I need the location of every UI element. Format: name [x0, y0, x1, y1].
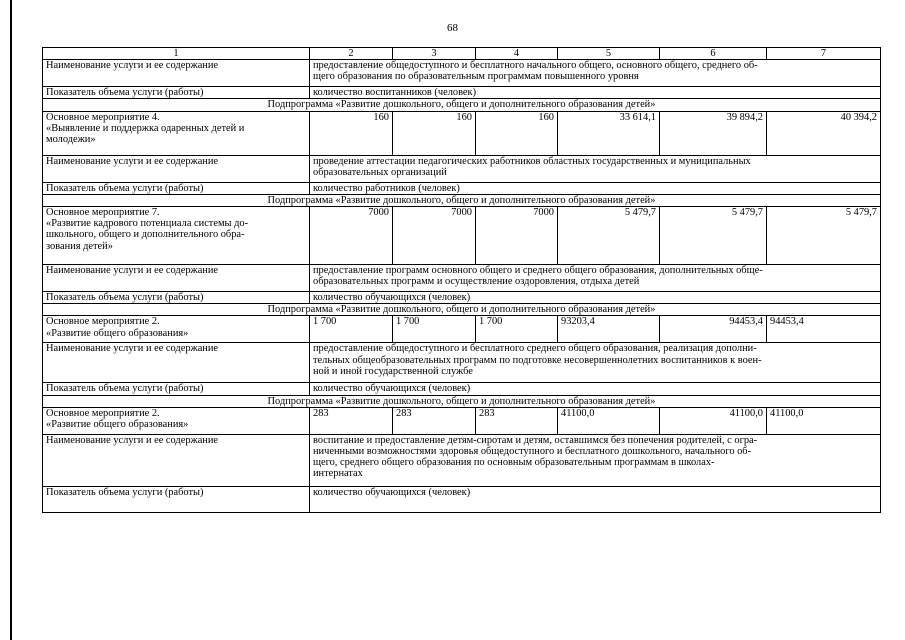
value-cell: 94453,4: [660, 316, 767, 343]
volume-label: Показатель объема услуги (работы): [43, 182, 310, 194]
subprogram-title: Подпрограмма «Развитие дошкольного, общего и дополнительного образования детей»: [43, 99, 881, 111]
service-label: Наименование услуги и ее содержание: [43, 434, 310, 486]
volume-label: Показатель объема услуги (работы): [43, 292, 310, 304]
header-col-3: 3: [393, 48, 476, 60]
volume-value: количество воспитанников (человек): [310, 87, 881, 99]
value-cell: 283: [476, 407, 558, 434]
volume-value: количество обучающихся (человек): [310, 383, 881, 395]
value-cell: 1 700: [393, 316, 476, 343]
value-cell: 7000: [476, 207, 558, 265]
table-row: [43, 60, 881, 87]
table-row: [43, 292, 881, 304]
value-cell: 160: [476, 111, 558, 155]
subprogram-row: [43, 304, 881, 316]
service-description: проведение аттестации педагогических работников областных государственных и муниципальных образовательных организаций: [310, 155, 881, 182]
activity-row: [43, 111, 881, 155]
header-row: [43, 48, 881, 60]
header-col-6: 6: [660, 48, 767, 60]
service-label: Наименование услуги и ее содержание: [43, 343, 310, 383]
subprogram-row: [43, 395, 881, 407]
table-row: [43, 434, 881, 486]
header-col-5: 5: [558, 48, 660, 60]
service-description: воспитание и предоставление детям-сиротам и детям, оставшимся без попечения родителей, с огра- ниченными возможностями здоровья общедоступного и бесплатного дошкольного, начального об- щего, среднего общего образования по основным образовательным программам в школах- интернатах: [310, 434, 881, 486]
header-col-4: 4: [476, 48, 558, 60]
value-cell: 93203,4: [558, 316, 660, 343]
subprogram-title: Подпрограмма «Развитие дошкольного, общего и дополнительного образования детей»: [43, 304, 881, 316]
value-cell: 160: [310, 111, 393, 155]
value-cell: 5 479,7: [767, 207, 881, 265]
value-cell: 41100,0: [767, 407, 881, 434]
table-row: [43, 343, 881, 383]
binding-line: [10, 0, 12, 640]
volume-label: Показатель объема услуги (работы): [43, 486, 310, 512]
value-cell: 160: [393, 111, 476, 155]
services-table: [42, 47, 881, 513]
header-col-2: 2: [310, 48, 393, 60]
volume-value: количество обучающихся (человек): [310, 486, 881, 512]
activity-row: [43, 207, 881, 265]
volume-label: Показатель объема услуги (работы): [43, 383, 310, 395]
activity-row: [43, 316, 881, 343]
service-label: Наименование услуги и ее содержание: [43, 155, 310, 182]
volume-value: количество работников (человек): [310, 182, 881, 194]
subprogram-row: [43, 99, 881, 111]
table-row: [43, 87, 881, 99]
service-description: предоставление программ основного общего и среднего общего образования, дополнительных обще- образовательных программ и осуществление оздоровления, отдыха детей: [310, 265, 881, 292]
value-cell: 283: [393, 407, 476, 434]
value-cell: 33 614,1: [558, 111, 660, 155]
activity-name: Основное мероприятие 4. «Выявление и поддержка одаренных детей и молодежи»: [43, 111, 310, 155]
value-cell: 41100,0: [558, 407, 660, 434]
service-label: Наименование услуги и ее содержание: [43, 60, 310, 87]
value-cell: 41100,0: [660, 407, 767, 434]
activity-name: Основное мероприятие 7. «Развитие кадрового потенциала системы до- школьного, общего и дополнительного обра- зования детей»: [43, 207, 310, 265]
service-label: Наименование услуги и ее содержание: [43, 265, 310, 292]
header-col-1: 1: [43, 48, 310, 60]
subprogram-row: [43, 194, 881, 206]
subprogram-title: Подпрограмма «Развитие дошкольного, общего и дополнительного образования детей»: [43, 395, 881, 407]
volume-value: количество обучающихся (человек): [310, 292, 881, 304]
volume-label: Показатель объема услуги (работы): [43, 87, 310, 99]
subprogram-title: Подпрограмма «Развитие дошкольного, общего и дополнительного образования детей»: [43, 194, 881, 206]
table-row: [43, 182, 881, 194]
table-row: [43, 486, 881, 512]
value-cell: 7000: [393, 207, 476, 265]
value-cell: 283: [310, 407, 393, 434]
activity-row: [43, 407, 881, 434]
value-cell: 94453,4: [767, 316, 881, 343]
service-description: предоставление общедоступного и бесплатного начального общего, основного общего, среднего об- щего образования по образовательным программам повышенного уровня: [310, 60, 881, 87]
service-description: предоставление общедоступного и бесплатного среднего общего образования, реализация дополни- тельных общеобразовательных программ по подготовке несовершеннолетних воспитанников к воен- ной и иной государственной службе: [310, 343, 881, 383]
activity-name: Основное мероприятие 2. «Развитие общего образования»: [43, 407, 310, 434]
table-row: [43, 265, 881, 292]
header-col-7: 7: [767, 48, 881, 60]
value-cell: 39 894,2: [660, 111, 767, 155]
value-cell: 5 479,7: [558, 207, 660, 265]
activity-name: Основное мероприятие 2. «Развитие общего образования»: [43, 316, 310, 343]
table-row: [43, 383, 881, 395]
value-cell: 7000: [310, 207, 393, 265]
page-number: 68: [447, 22, 458, 34]
value-cell: 1 700: [476, 316, 558, 343]
table-row: [43, 155, 881, 182]
value-cell: 5 479,7: [660, 207, 767, 265]
value-cell: 40 394,2: [767, 111, 881, 155]
value-cell: 1 700: [310, 316, 393, 343]
